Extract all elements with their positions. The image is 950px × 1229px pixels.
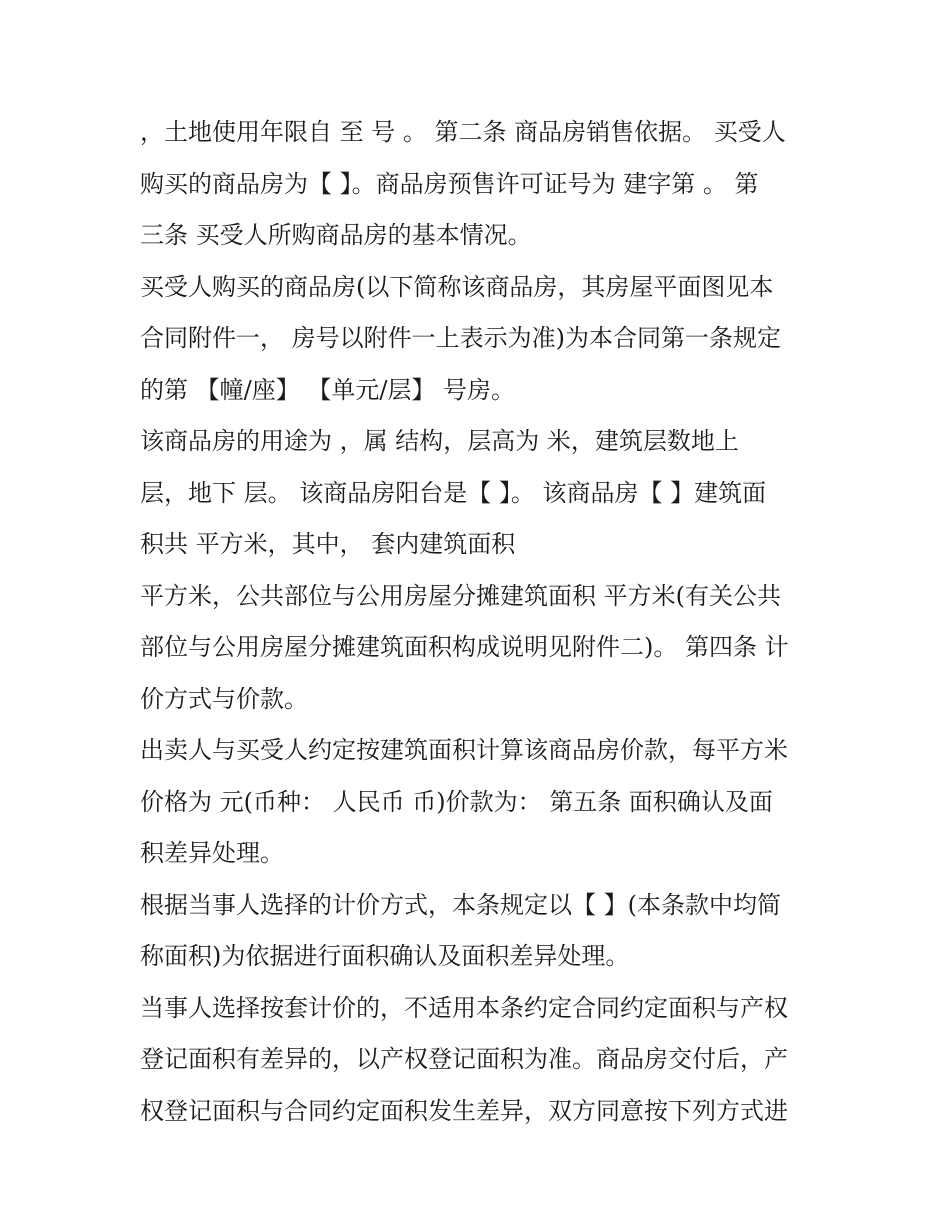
text-line: 平方米，公共部位与公用房屋分摊建筑面积 平方米(有关公共: [140, 581, 781, 610]
text-line: 层，地下 层。 该商品房阳台是【 】。 该商品房【 】建筑面: [140, 478, 767, 507]
document-body: [140, 107, 840, 1137]
text-line: 合同附件一， 房号以附件一上表示为准)为本合同第一条规定: [140, 324, 781, 352]
text-line: 出卖人与买受人约定按建筑面积计算该商品房价款，每平方米: [140, 736, 788, 764]
text-line: 购买的商品房为【 】。商品房预售许可证号为 建字第 。 第: [140, 169, 759, 198]
text-line: ，土地使用年限自 至 号 。 第二条 商品房销售依据。 买受人: [140, 118, 786, 146]
text-line: 积共 平方米，其中， 套内建筑面积: [140, 530, 516, 558]
text-line: 的第 【幢/座】 【单元/层】 号房。: [140, 375, 516, 404]
text-line: 该商品房的用途为 ，属 结构，层高为 米，建筑层数地上: [140, 427, 739, 455]
text-line: 部位与公用房屋分摊建筑面积构成说明见附件二)。 第四条 计: [140, 633, 789, 661]
text-line: 当事人选择按套计价的，不适用本条约定合同约定面积与产权: [140, 993, 788, 1022]
text-line: 称面积)为依据进行面积确认及面积差异处理。: [140, 942, 630, 970]
text-line: 登记面积有差异的，以产权登记面积为准。商品房交付后，产: [140, 1045, 788, 1073]
text-line: 权登记面积与合同约定面积发生差异，双方同意按下列方式进: [140, 1096, 788, 1125]
text-line: 价格为 元(币种： 人民币 币)价款为： 第五条 面积确认及面: [140, 787, 773, 816]
text-line: 价方式与价款。: [140, 684, 308, 713]
text-line: 积差异处理。: [140, 839, 284, 867]
text-line: 买受人购买的商品房(以下简称该商品房，其房屋平面图见本: [140, 272, 774, 301]
text-line: 根据当事人选择的计价方式，本条规定以【 】(本条款中均简: [140, 890, 781, 919]
text-line: 三条 买受人所购商品房的基本情况。: [140, 221, 532, 249]
